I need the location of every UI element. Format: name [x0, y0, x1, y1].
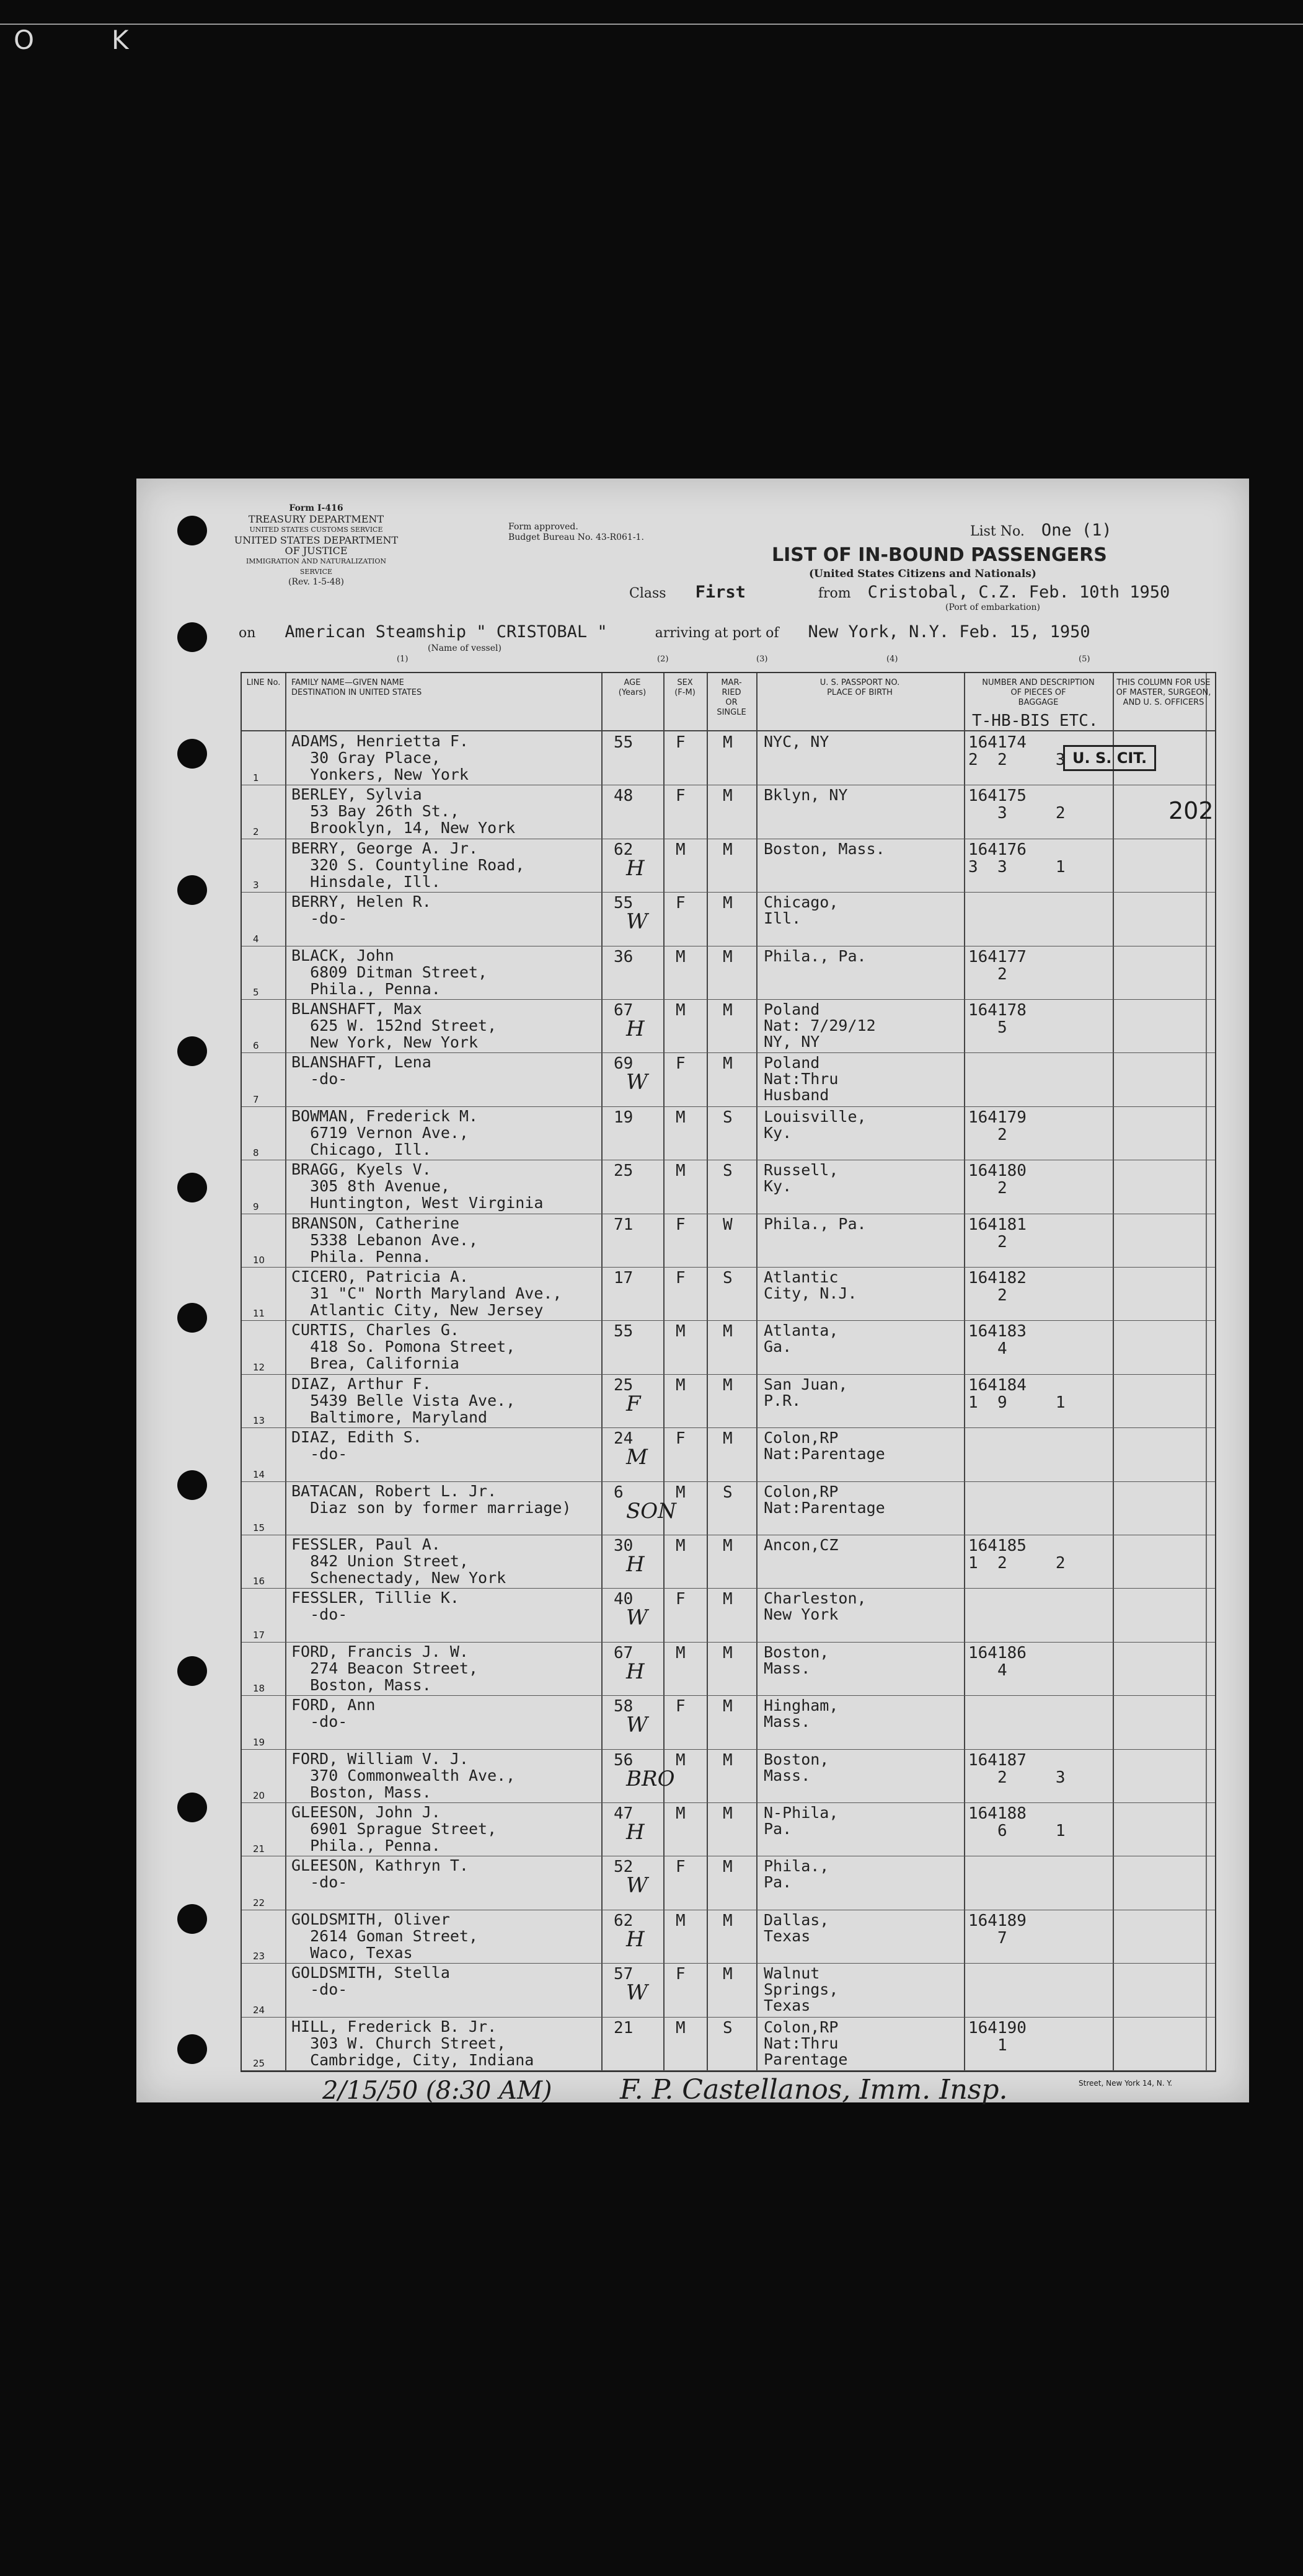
sex-value: M — [676, 1750, 686, 1770]
colnum-1: (1) — [397, 655, 409, 664]
line-number: 19 — [253, 1736, 265, 1748]
passenger-name-address: GLEESON, Kathryn T. -do- — [291, 1856, 469, 1892]
table-row — [242, 1642, 1215, 1696]
table-row — [242, 785, 1215, 839]
place-of-birth: Poland Nat: 7/29/12 NY, NY — [764, 1000, 876, 1051]
table-row — [242, 1052, 1215, 1106]
age-value: 25 — [614, 1162, 634, 1181]
passenger-name-address: GLEESON, John J. 6901 Sprague Street, Phila., Penna. — [291, 1803, 497, 1855]
baggage-type-header: T-HB-BIS ETC. — [972, 712, 1098, 730]
place-of-birth: Phila., Pa. — [764, 946, 867, 965]
justice-dept: UNITED STATES DEPARTMENT OF JUSTICE — [234, 534, 399, 557]
sex-value: F — [676, 1269, 686, 1287]
table-row — [242, 1802, 1215, 1856]
marital-status: M — [723, 1965, 733, 1984]
punch-hole — [177, 1470, 207, 1500]
passenger-name-address: FORD, William V. J. 370 Commonwealth Ave., Boston, Mass. — [291, 1749, 516, 1801]
line-number: 3 — [253, 880, 259, 891]
age-value: 69 — [614, 1054, 634, 1074]
baggage-value: 164174 2 2 3 — [968, 733, 1066, 769]
inspector-signature: F. P. Castellanos, Imm. Insp. — [620, 2074, 1008, 2106]
sex-value: M — [676, 1804, 686, 1823]
treasury-dept: TREASURY DEPARTMENT — [248, 513, 384, 525]
passenger-name-address: BOWMAN, Frederick M. 6719 Vernon Ave., Chicago, Ill. — [291, 1106, 479, 1158]
table-row — [242, 1910, 1215, 1964]
table-row — [242, 1481, 1215, 1535]
punch-hole — [177, 1793, 207, 1822]
table-row — [242, 946, 1215, 1000]
handwritten-relation-mark: H — [626, 855, 645, 881]
age-value: 62 — [614, 840, 634, 859]
line-number: 15 — [253, 1522, 265, 1533]
vessel-note: (Name of vessel) — [428, 643, 501, 653]
marital-status: M — [723, 1643, 733, 1662]
marital-status: M — [723, 1911, 733, 1930]
passenger-name-address: FORD, Ann -do- — [291, 1696, 376, 1731]
handwritten-relation-mark: F — [626, 1391, 641, 1416]
passenger-name-address: GOLDSMITH, Stella -do- — [291, 1964, 450, 1999]
age-value: 47 — [614, 1804, 634, 1823]
passenger-name-address: BERLEY, Sylvia 53 Bay 26th St., Brooklyn, 14, New York — [291, 785, 516, 837]
place-of-birth: Louisville, Ky. — [764, 1107, 867, 1142]
sex-value: M — [676, 1162, 686, 1181]
col-header-married: MAR- RIED OR SINGLE — [717, 678, 746, 717]
form-approval — [508, 522, 707, 543]
line-number: 22 — [253, 1897, 265, 1908]
place-of-birth: Colon,RP Nat:Parentage — [764, 1429, 885, 1463]
sex-value: M — [676, 1108, 686, 1127]
col-header-sex: SEX (F-M) — [674, 678, 696, 697]
marital-status: M — [723, 1590, 733, 1609]
film-corner-mark-right: K — [112, 25, 129, 55]
baggage-value: 164181 2 — [968, 1215, 1027, 1251]
passenger-name-address: BLANSHAFT, Lena -do- — [291, 1053, 431, 1088]
handwritten-relation-mark: H — [626, 1552, 645, 1577]
age-value: 55 — [614, 733, 634, 752]
punch-hole — [177, 1173, 207, 1202]
punch-hole — [177, 1656, 207, 1686]
marital-status: W — [723, 1215, 733, 1234]
arrival-port: New York, N.Y. Feb. 15, 19 — [808, 622, 1071, 642]
us-citizen-stamp: U. S. CIT. — [1063, 745, 1156, 771]
table-row — [242, 1427, 1215, 1481]
handwritten-relation-mark: H — [626, 1926, 645, 1952]
list-no-label: List No. — [970, 524, 1025, 539]
baggage-value: 164183 4 — [968, 1322, 1027, 1359]
line-number: 10 — [253, 1254, 265, 1266]
arrival-year: 50 — [1070, 622, 1090, 642]
table-row — [242, 1695, 1215, 1749]
ins-service: IMMIGRATION AND NATURALIZATION SERVICE — [245, 557, 387, 576]
baggage-value: 164190 1 — [968, 2018, 1027, 2055]
colnum-3: (3) — [756, 655, 768, 664]
sex-value: M — [676, 2018, 686, 2037]
budget-bureau-number: Budget Bureau No. 43-R061-1. — [508, 532, 644, 542]
marital-status: M — [723, 1429, 733, 1449]
marital-status: M — [723, 947, 733, 966]
passenger-name-address: FESSLER, Tillie K. -do- — [291, 1589, 459, 1624]
marital-status: S — [723, 2018, 733, 2037]
film-top-line — [0, 24, 1303, 25]
place-of-birth: Poland Nat:Thru Husband — [764, 1054, 839, 1105]
col-header-age: AGE (Years) — [618, 678, 647, 697]
list-number — [970, 521, 1112, 540]
form-approved-label: Form approved. — [508, 522, 578, 532]
table-row — [242, 1320, 1215, 1374]
handwritten-relation-mark: H — [626, 1820, 645, 1845]
age-value: 25 — [614, 1375, 634, 1395]
baggage-value: 164175 3 2 — [968, 787, 1066, 823]
document-title: LIST OF IN-BOUND PASSENGERS — [772, 544, 1107, 566]
table-row — [242, 839, 1215, 893]
line-number: 6 — [253, 1040, 259, 1052]
age-value: 21 — [614, 2018, 634, 2037]
place-of-birth: Phila., Pa. — [764, 1214, 867, 1233]
table-row — [242, 1588, 1215, 1642]
sex-value: F — [676, 1858, 686, 1877]
punch-hole — [177, 2034, 207, 2064]
col-header-baggage: NUMBER AND DESCRIPTION OF PIECES OF BAGGAGE — [982, 678, 1095, 707]
place-of-birth: Atlanta, Ga. — [764, 1321, 839, 1356]
passenger-name-address: BRANSON, Catherine 5338 Lebanon Ave., Phila. Penna. — [291, 1214, 479, 1266]
age-value: 58 — [614, 1697, 634, 1716]
baggage-value: 164177 2 — [968, 947, 1027, 984]
place-of-birth: NYC, NY — [764, 733, 829, 751]
place-of-birth: Chicago, Ill. — [764, 893, 839, 928]
form-header-left — [229, 503, 403, 588]
handwritten-relation-mark: BRO — [626, 1766, 675, 1791]
line-number: 20 — [253, 1789, 265, 1801]
handwritten-relation-mark: W — [626, 1713, 648, 1738]
class-value: First — [695, 583, 746, 602]
punch-hole — [177, 516, 207, 545]
sex-value: M — [676, 840, 686, 859]
baggage-value: 164176 3 3 1 — [968, 840, 1066, 876]
colnum-4: (4) — [886, 655, 898, 664]
handwritten-relation-mark: M — [626, 1445, 648, 1470]
baggage-value: 164188 6 1 — [968, 1804, 1066, 1840]
baggage-value: 164184 1 9 1 — [968, 1375, 1066, 1412]
place-of-birth: Phila., Pa. — [764, 1857, 829, 1892]
baggage-value: 164189 7 — [968, 1911, 1027, 1947]
place-of-birth: Charleston, New York — [764, 1589, 867, 1624]
marital-status: M — [723, 787, 733, 806]
customs-service: UNITED STATES CUSTOMS SERVICE — [249, 526, 383, 534]
form-revision: (Rev. 1-5-48) — [288, 577, 344, 587]
age-value: 55 — [614, 894, 634, 913]
marital-status: M — [723, 1375, 733, 1395]
baggage-value: 164185 1 2 2 — [968, 1537, 1066, 1573]
line-number: 23 — [253, 1951, 265, 1962]
form-number: Form I-416 — [289, 503, 343, 513]
marital-status: M — [723, 1537, 733, 1555]
vessel-name: American Steamship " CRISTOBAL " — [285, 622, 607, 642]
printer-imprint: Street, New York 14, N. Y. — [1079, 2079, 1173, 2088]
marital-status: M — [723, 733, 733, 752]
age-value: 17 — [614, 1269, 634, 1287]
marital-status: M — [723, 894, 733, 913]
line-number: 1 — [253, 772, 259, 784]
sex-value: M — [676, 1483, 686, 1502]
table-row — [242, 1267, 1215, 1321]
sex-value: M — [676, 1375, 686, 1395]
marital-status: S — [723, 1108, 733, 1127]
table-row — [242, 1963, 1215, 2017]
table-row — [242, 1214, 1215, 1268]
baggage-value: 164182 2 — [968, 1269, 1027, 1305]
sex-value: F — [676, 1054, 686, 1074]
sex-value: F — [676, 1429, 686, 1449]
passenger-name-address: BATACAN, Robert L. Jr. Diaz son by former marriage) — [291, 1481, 572, 1517]
colnum-2: (2) — [657, 655, 669, 664]
line-number: 7 — [253, 1093, 259, 1105]
marital-status: M — [723, 1322, 733, 1341]
list-no-value: One (1) — [1041, 521, 1112, 540]
line-number: 2 — [253, 826, 259, 837]
sex-value: F — [676, 1590, 686, 1609]
sex-value: M — [676, 1643, 686, 1662]
place-of-birth: Colon,RP Nat:Parentage — [764, 1482, 885, 1517]
age-value: 67 — [614, 1643, 634, 1662]
place-of-birth: Ancon,CZ — [764, 1536, 839, 1554]
line-number: 5 — [253, 986, 259, 998]
sex-value: F — [676, 733, 686, 752]
marital-status: M — [723, 1858, 733, 1877]
place-of-birth: N-Phila, Pa. — [764, 1804, 839, 1838]
vessel-line — [239, 622, 1090, 642]
age-value: 57 — [614, 1965, 634, 1984]
punch-hole — [177, 1904, 207, 1934]
marital-status: M — [723, 1001, 733, 1020]
age-value: 6 — [614, 1483, 624, 1502]
baggage-value: 164179 2 — [968, 1108, 1027, 1144]
film-corner-mark-left: O — [14, 25, 35, 55]
line-number: 4 — [253, 933, 259, 945]
passenger-table — [241, 672, 1216, 2072]
passenger-name-address: BRAGG, Kyels V. 305 8th Avenue, Huntington, West Virginia — [291, 1160, 544, 1212]
marital-status: M — [723, 1054, 733, 1074]
line-number: 14 — [253, 1468, 265, 1480]
line-number: 18 — [253, 1683, 265, 1695]
place-of-birth: Walnut Springs, Texas — [764, 1964, 839, 2015]
passenger-name-address: HILL, Frederick B. Jr. 303 W. Church Street, Cambridge, City, Indiana — [291, 2017, 534, 2069]
line-number: 25 — [253, 2057, 265, 2069]
line-number: 17 — [253, 1629, 265, 1641]
age-value: 55 — [614, 1322, 634, 1341]
marital-status: M — [723, 1697, 733, 1716]
sex-value: M — [676, 1537, 686, 1555]
marital-status: M — [723, 1750, 733, 1770]
sex-value: F — [676, 787, 686, 806]
handwritten-relation-mark: W — [626, 1873, 648, 1899]
colnum-5: (5) — [1079, 655, 1090, 664]
age-value: 67 — [614, 1001, 634, 1020]
table-row — [242, 2017, 1215, 2071]
count-mark: 202 — [1168, 797, 1214, 824]
punch-hole — [177, 1036, 207, 1066]
punch-hole — [177, 739, 207, 769]
handwritten-relation-mark: W — [626, 909, 648, 935]
line-number: 16 — [253, 1576, 265, 1587]
line-number: 9 — [253, 1201, 259, 1212]
age-value: 56 — [614, 1750, 634, 1770]
age-value: 71 — [614, 1215, 634, 1234]
passenger-name-address: DIAZ, Arthur F. 5439 Belle Vista Ave., Baltimore, Maryland — [291, 1374, 516, 1426]
table-row — [242, 1106, 1215, 1160]
place-of-birth: Dallas, Texas — [764, 1910, 829, 1945]
marital-status: S — [723, 1483, 733, 1502]
baggage-value: 164186 4 — [968, 1643, 1027, 1680]
passenger-name-address: ADAMS, Henrietta F. 30 Gray Place, Yonkers, New York — [291, 732, 469, 783]
table-row — [242, 892, 1215, 946]
embarkation-note: (Port of embarkation) — [945, 602, 1040, 612]
sex-value: F — [676, 1697, 686, 1716]
marital-status: S — [723, 1162, 733, 1181]
document-subtitle: (United States Citizens and Nationals) — [809, 568, 1036, 580]
line-number: 21 — [253, 1843, 265, 1855]
col-header-master: THIS COLUMN FOR USE OF MASTER, SURGEON, AND U. S. OFFICERS — [1116, 678, 1211, 707]
handwritten-relation-mark: H — [626, 1659, 645, 1684]
marital-status: M — [723, 840, 733, 859]
sex-value: M — [676, 1001, 686, 1020]
table-row — [242, 1160, 1215, 1214]
sex-value: F — [676, 1215, 686, 1234]
passenger-name-address: FORD, Francis J. W. 274 Beacon Street, Boston, Mass. — [291, 1642, 479, 1694]
line-number: 11 — [253, 1308, 265, 1320]
punch-hole — [177, 875, 207, 905]
sex-value: M — [676, 947, 686, 966]
age-value: 48 — [614, 787, 634, 806]
col-header-name: FAMILY NAME—GIVEN NAME DESTINATION IN UNITED STATES — [291, 678, 422, 697]
col-header-line: LINE No. — [246, 678, 281, 687]
line-number: 24 — [253, 2004, 265, 2016]
line-number: 8 — [253, 1147, 259, 1159]
handwritten-relation-mark: W — [626, 1980, 648, 2006]
embarkation-year: 50 — [1149, 583, 1170, 602]
col-header-passport: U. S. PASSPORT NO. PLACE OF BIRTH — [819, 678, 900, 697]
punch-hole — [177, 622, 207, 652]
baggage-value: 164180 2 — [968, 1162, 1027, 1198]
table-row — [242, 999, 1215, 1053]
sex-value: M — [676, 1911, 686, 1930]
place-of-birth: Boston, Mass. — [764, 1643, 829, 1677]
age-value: 19 — [614, 1108, 634, 1127]
age-value: 24 — [614, 1429, 634, 1449]
passenger-name-address: BLANSHAFT, Max 625 W. 152nd Street, New York, New York — [291, 1000, 497, 1051]
age-value: 52 — [614, 1858, 634, 1877]
age-value: 62 — [614, 1911, 634, 1930]
passenger-name-address: GOLDSMITH, Oliver 2614 Goman Street, Waco, Texas — [291, 1910, 479, 1962]
passenger-name-address: DIAZ, Edith S. -do- — [291, 1428, 422, 1463]
baggage-value: 164178 5 — [968, 1001, 1027, 1037]
punch-hole — [177, 1303, 207, 1333]
table-row — [242, 1374, 1215, 1428]
handwritten-relation-mark: SON — [626, 1498, 676, 1524]
class-label: Class — [629, 586, 666, 601]
class-line — [629, 583, 1170, 602]
age-value: 40 — [614, 1590, 634, 1609]
place-of-birth: Boston, Mass. — [764, 1750, 829, 1784]
handwritten-relation-mark: W — [626, 1070, 648, 1095]
handwritten-relation-mark: H — [626, 1017, 645, 1041]
line-number: 13 — [253, 1415, 265, 1427]
place-of-birth: Colon,RP Nat:Thru Parentage — [764, 2018, 848, 2068]
passenger-name-address: BLACK, John 6809 Ditman Street, Phila., Penna. — [291, 946, 488, 998]
marital-status: S — [723, 1269, 733, 1287]
on-label: on — [239, 625, 256, 641]
age-value: 30 — [614, 1537, 634, 1555]
table-row — [242, 1535, 1215, 1589]
table-row — [242, 731, 1215, 785]
place-of-birth: Russell, Ky. — [764, 1161, 839, 1196]
table-row — [242, 1749, 1215, 1803]
passenger-name-address: CICERO, Patricia A. 31 "C" North Maryland Ave., Atlantic City, New Jersey — [291, 1268, 562, 1319]
passenger-name-address: BERRY, Helen R. -do- — [291, 893, 431, 928]
passenger-name-address: FESSLER, Paul A. 842 Union Street, Schenectady, New York — [291, 1535, 506, 1587]
arriving-label: arriving at port of — [655, 625, 779, 641]
sex-value: F — [676, 894, 686, 913]
baggage-value: 164187 2 3 — [968, 1750, 1066, 1787]
inspection-datetime: 2/15/50 (8:30 AM) — [322, 2076, 552, 2105]
marital-status: M — [723, 1804, 733, 1823]
place-of-birth: Hingham, Mass. — [764, 1696, 839, 1731]
handwritten-relation-mark: W — [626, 1605, 648, 1631]
sex-value: F — [676, 1965, 686, 1984]
place-of-birth: Bklyn, NY — [764, 786, 848, 805]
manifest-page — [136, 479, 1249, 2106]
table-row — [242, 1856, 1215, 1910]
line-number: 12 — [253, 1361, 265, 1373]
embarkation-value: Cristobal, C.Z. Feb. 10th 19 — [867, 583, 1150, 602]
age-value: 36 — [614, 947, 634, 966]
place-of-birth: Atlantic City, N.J. — [764, 1268, 857, 1302]
from-label: from — [818, 586, 851, 601]
passenger-name-address: BERRY, George A. Jr. 320 S. Countyline Road, Hinsdale, Ill. — [291, 839, 525, 891]
place-of-birth: Boston, Mass. — [764, 839, 885, 858]
passenger-name-address: CURTIS, Charles G. 418 So. Pomona Street, Brea, California — [291, 1321, 516, 1373]
place-of-birth: San Juan, P.R. — [764, 1375, 848, 1409]
sex-value: M — [676, 1322, 686, 1341]
